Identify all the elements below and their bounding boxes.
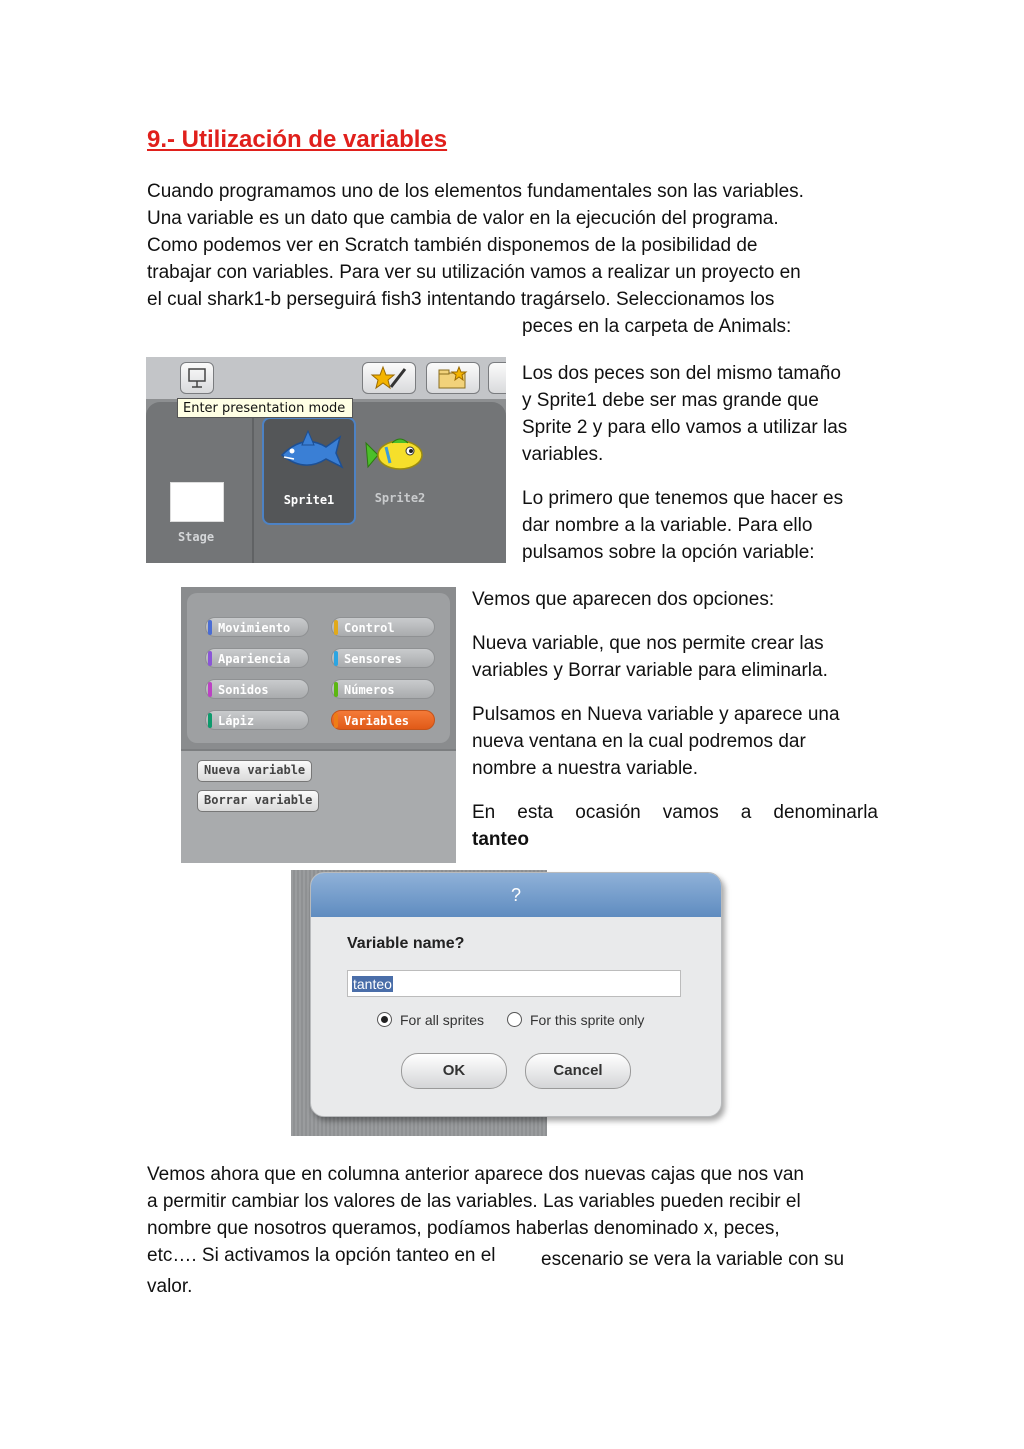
delete-variable-button[interactable]: Borrar variable <box>197 790 319 812</box>
paint-sprite-button[interactable] <box>362 362 416 394</box>
category-control[interactable]: Control <box>331 617 435 637</box>
fish-icon <box>362 429 438 479</box>
variable-dialog-screenshot <box>291 870 736 1136</box>
radio-empty-icon <box>507 1012 522 1027</box>
variable-name-bold: tanteo <box>472 829 529 850</box>
category-lapiz[interactable]: Lápiz <box>205 710 309 730</box>
text-line: Nueva variable, que nos permite crear las <box>472 633 824 654</box>
intro-line: Una variable es un dato que cambia de valor en la ejecución del programa. <box>147 208 779 229</box>
category-numeros[interactable]: Números <box>331 679 435 699</box>
stage-label: Stage <box>177 530 215 544</box>
sprite2-label: Sprite2 <box>374 491 426 505</box>
text-line: nombre a nuestra variable. <box>472 758 699 779</box>
text-line: variables. <box>522 444 604 465</box>
random-sprite-button[interactable] <box>488 362 506 394</box>
outro-line: nombre que nosotros queramos, podíamos haberlas denominado x, peces, <box>147 1218 780 1239</box>
text-line: Sprite 2 y para ello vamos a utilizar las <box>522 417 848 438</box>
text-line: Pulsamos en Nueva variable y aparece una <box>472 704 840 725</box>
category-variables[interactable]: Variables <box>331 710 435 730</box>
sprite-panel-screenshot <box>146 357 506 563</box>
folder-star-icon <box>427 363 479 393</box>
text-line: dar nombre a la variable. Para ello <box>522 515 813 536</box>
variable-name-dialog <box>310 872 722 1117</box>
dialog-prompt: Variable name? <box>347 935 465 952</box>
category-apariencia[interactable]: Apariencia <box>205 648 309 668</box>
ok-button[interactable]: OK <box>401 1053 507 1089</box>
text-line: pulsamos sobre la opción variable: <box>522 542 815 563</box>
presentation-mode-button[interactable] <box>180 362 214 394</box>
input-value: tanteo <box>353 976 392 992</box>
palette-screenshot <box>181 587 456 863</box>
intro-line: Cuando programamos uno de los elementos fundamentales son las variables. <box>147 181 804 202</box>
category-sonidos[interactable]: Sonidos <box>205 679 309 699</box>
radio-for-all-sprites[interactable]: For all sprites <box>377 1012 484 1028</box>
text-line: En esta ocasión vamos a denominarla <box>472 802 878 823</box>
right-text-1 <box>522 360 892 566</box>
right-text-2 <box>472 586 878 853</box>
intro-line: Como podemos ver en Scratch también disponemos de la posibilidad de <box>147 235 758 256</box>
text-line: Los dos peces son del mismo tamaño <box>522 363 841 384</box>
text-line: y Sprite1 debe ser mas grande que <box>522 390 819 411</box>
category-movimiento[interactable]: Movimiento <box>205 617 309 637</box>
variable-name-input[interactable] <box>347 970 681 997</box>
cancel-button[interactable]: Cancel <box>525 1053 631 1089</box>
stage-thumbnail[interactable] <box>170 482 224 522</box>
text-line: Lo primero que tenemos que hacer es <box>522 488 844 509</box>
tooltip: Enter presentation mode <box>177 398 353 418</box>
outro-line: valor. <box>147 1276 193 1297</box>
intro-line: trabajar con variables. Para ver su utilización vamos a realizar un proyecto en <box>147 262 801 283</box>
outro-line: etc…. Si activamos la opción tanteo en el escenario se vera la variable con su <box>147 1245 845 1270</box>
sprite2-thumbnail[interactable] <box>362 417 438 521</box>
intro-line: el cual shark1-b perseguirá fish3 intentando tragárselo. Seleccionamos los <box>147 289 775 310</box>
shark-icon <box>264 423 354 483</box>
text-line: variables y Borrar variable para eliminarla. <box>472 660 828 681</box>
sprite1-thumbnail[interactable] <box>262 417 356 525</box>
dialog-title: ? <box>311 873 721 917</box>
radio-for-this-sprite[interactable]: For this sprite only <box>507 1012 644 1028</box>
new-variable-button[interactable]: Nueva variable <box>197 760 312 782</box>
section-heading: 9.- Utilización de variables <box>147 126 448 153</box>
outro-line: Vemos ahora que en columna anterior aparece dos nuevas cajas que nos van <box>147 1164 804 1185</box>
sprite1-label: Sprite1 <box>283 493 335 507</box>
choose-sprite-button[interactable] <box>426 362 480 394</box>
category-sensores[interactable]: Sensores <box>331 648 435 668</box>
presentation-icon <box>181 363 213 393</box>
paint-star-icon <box>363 363 415 393</box>
text-line: nueva ventana en la cual podremos dar <box>472 731 806 752</box>
outro-line: a permitir cambiar los valores de las variables. Las variables pueden recibir el <box>147 1191 801 1212</box>
outro-paragraph <box>147 1161 887 1300</box>
intro-line: peces en la carpeta de Animals: <box>522 316 792 337</box>
text-line: Vemos que aparecen dos opciones: <box>472 589 775 610</box>
radio-selected-icon <box>377 1012 392 1027</box>
intro-paragraph <box>147 178 887 340</box>
